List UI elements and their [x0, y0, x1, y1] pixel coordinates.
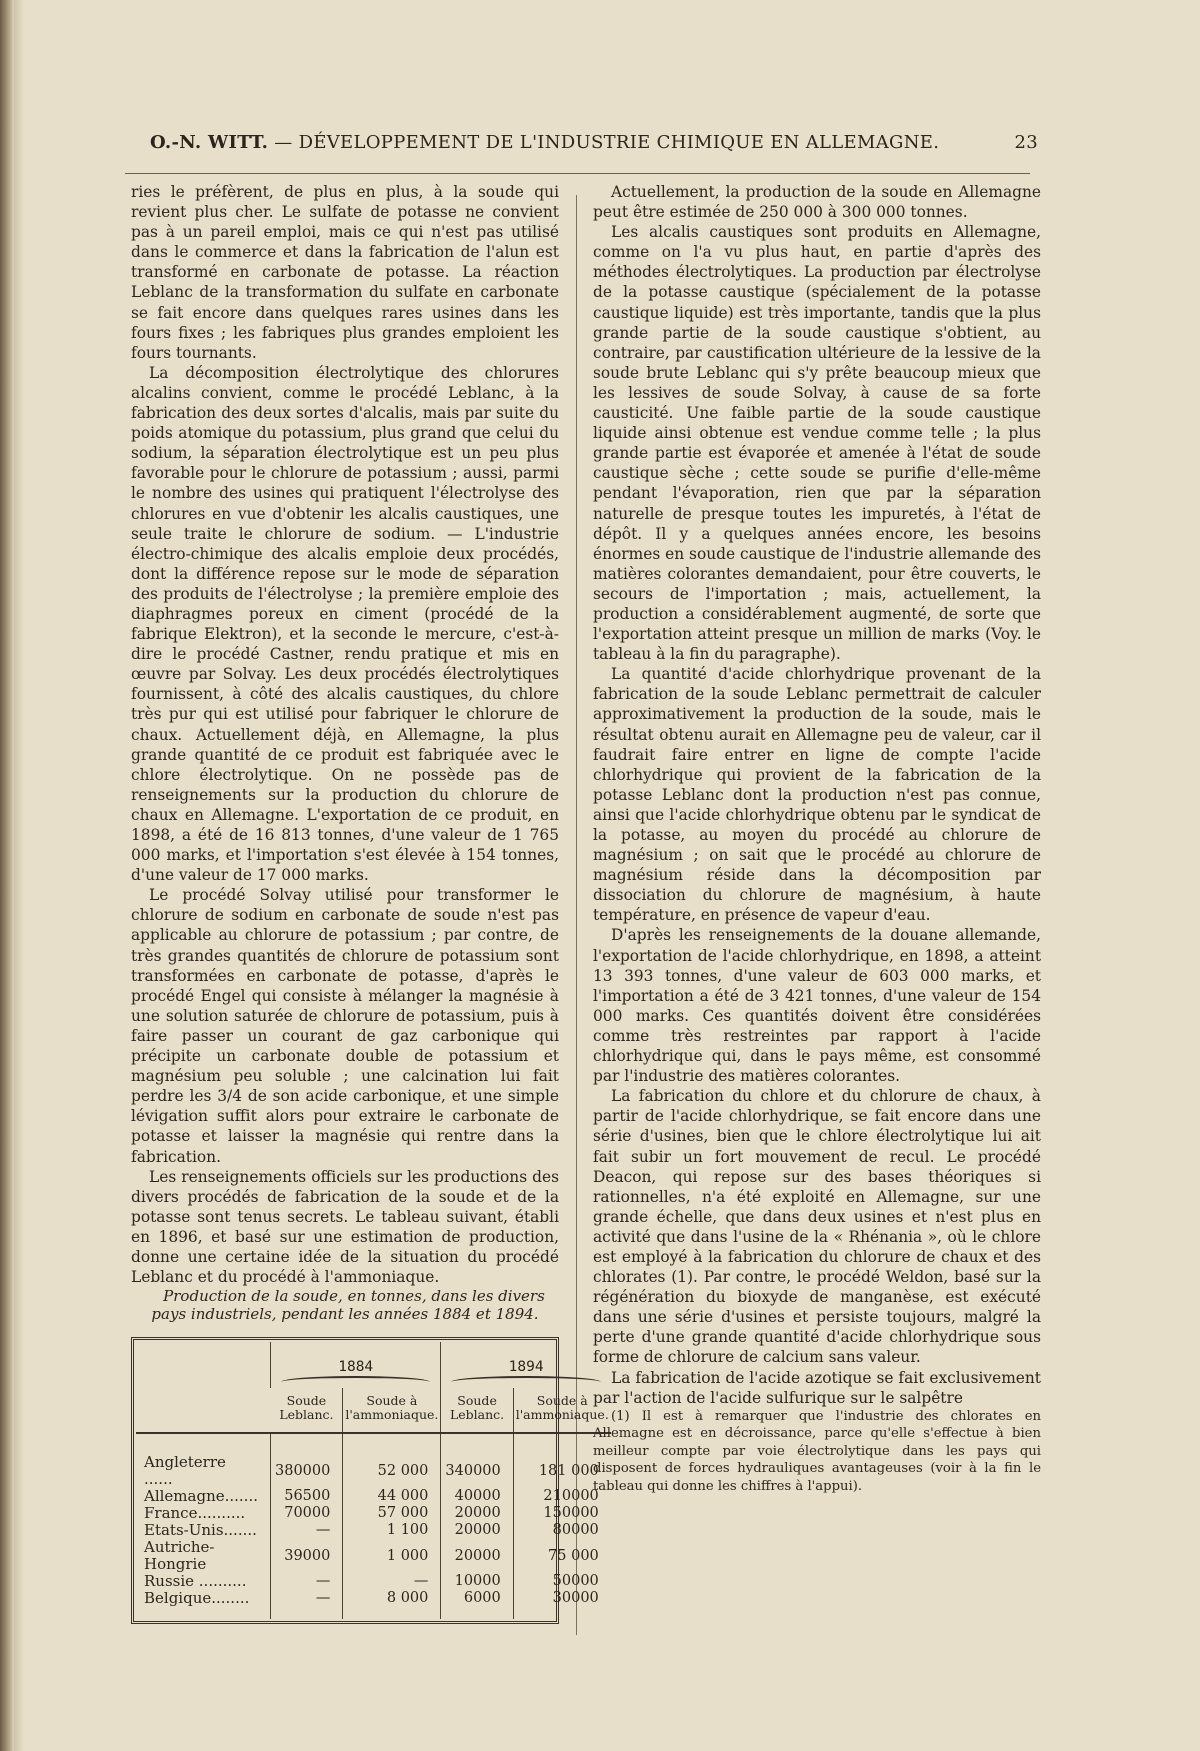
table-row — [136, 1522, 611, 1539]
page-gutter-shadow — [14, 0, 24, 1751]
table-row — [136, 1505, 611, 1522]
country-cell: Russie .......... — [144, 1572, 247, 1591]
value-cell: 80000 — [513, 1522, 611, 1539]
value-cell: — — [271, 1590, 343, 1619]
right-column — [593, 182, 1041, 1495]
value-cell: 50000 — [513, 1573, 611, 1590]
value-cell: 340000 — [441, 1433, 513, 1488]
paragraph: Actuellement, la production de la soude en Allemagne peut être estimée de 250 000 à 300 000 tonnes. — [593, 183, 1041, 222]
paragraph: Les alcalis caustiques sont produits en Allemagne, comme on l'a vu plus haut, en partie d'après des méthodes électrolytiques. La production par électrolyse de la potasse caustique (spécialement de la potasse caustique liquide) est très importante, tandis que la plus grande partie de la soude caustique s'obtient, au contraire, par caustification ultérieure de la lessive de la soude brute Leblanc qui s'y prête beaucoup mieux que les lessives de soude Solvay, à cause de sa forte causticité. Une faible partie de la soude caustique liquide ainsi obtenue est vendue comme telle ; la plus grande partie est évaporée et amenée à l'état de soude caustique sèche ; cette soude se purifie d'elle-même pendant l'évaporation, rien que par la séparation naturelle de presque toutes les impuretés, à l'état de dépôt. Il y a quelques années encore, les besoins énormes en soude caustique de l'industrie allemande des matières colorantes demandaient, pour être couverts, le secours de l'importation ; mais, actuellement, la production a considérablement augmenté, de sorte que l'exportation atteint presque un million de marks (Voy. le tableau à la fin du paragraphe). — [593, 223, 1041, 664]
country-cell: Etats-Unis....... — [144, 1521, 257, 1540]
year-header: 1894 — [441, 1342, 611, 1388]
table-row — [136, 1590, 611, 1619]
paragraph: La fabrication du chlore et du chlorure de chaux, à partir de l'acide chlorhydrique, se fait encore dans une série d'usines, bien que le chlore électrolytique lui ait fait subir un fort mouvement de recul. Le procédé Deacon, qui repose sur des bases théoriques si rationnelles, n'a été exploité en Allemagne, sur une grande échelle, que dans deux usines et n'est plus en activité que dans l'usine de la « Rhénania », où le chlore est employé à la fabrication du chlorure de chaux et des chlorates (1). Par contre, le procédé Weldon, basé sur la régénération du bioxyde de manganèse, est exécuté dans une série d'usines et persiste toujours, malgré la perte d'une grande quantité d'acide chlorhydrique sous forme de chlorure de calcium sans valeur. — [593, 1087, 1041, 1367]
running-title — [150, 132, 939, 153]
value-cell: 210000 — [513, 1488, 611, 1505]
value-cell: — — [271, 1573, 343, 1590]
book-spine-edge — [0, 0, 14, 1751]
value-cell: 150000 — [513, 1505, 611, 1522]
value-cell: 1 000 — [343, 1539, 441, 1573]
footnote: (1) Il est à remarquer que l'industrie des chlorates en Allemagne est en décroissance, parce qu'elle s'effectue à bien meilleur compte par voie électrolytique dans les pays qui disposent de forces hydrauliques avantageuses (voir à la fin le tableau qui donne les chiffres à l'appui). — [593, 1408, 1041, 1494]
value-cell: 10000 — [441, 1573, 513, 1590]
paragraph: ries le préfèrent, de plus en plus, à la soude qui revient plus cher. Le sulfate de potasse ne convient pas à un pareil emploi, mais ce qui n'est pas utilisé dans le commerce et dans la fabrication de l'alun est transformé en carbonate de potasse. La réaction Leblanc de la transformation du sulfate en carbonate se fait encore dans quelques rares usines dans les fours fixes ; les fabriques plus grandes emploient les fours tournants. — [131, 183, 559, 362]
value-cell: 181 000 — [513, 1433, 611, 1488]
table-row — [136, 1539, 611, 1573]
column-header: Soude Leblanc. — [441, 1388, 513, 1433]
value-cell: 380000 — [271, 1433, 343, 1488]
paragraph: Les renseignements officiels sur les productions des divers procédés de fabrication de la soude et de la potasse sont tenus secrets. Le tableau suivant, établi en 1896, et basé sur une estimation de production, donne une certaine idée de la situation du procédé Leblanc et du procédé à l'ammoniaque. — [131, 1167, 559, 1287]
value-cell: 44 000 — [343, 1488, 441, 1505]
value-cell: 30000 — [513, 1590, 611, 1619]
value-cell: 8 000 — [343, 1590, 441, 1619]
value-cell: 40000 — [441, 1488, 513, 1505]
value-cell: 20000 — [441, 1505, 513, 1522]
table-corner — [136, 1342, 271, 1433]
value-cell: 20000 — [441, 1522, 513, 1539]
value-cell: 20000 — [441, 1539, 513, 1573]
paragraph: D'après les renseignements de la douane allemande, l'exportation de l'acide chlorhydrique, en 1898, a atteint 13 393 tonnes, d'une valeur de 603 000 marks, et l'importation a été de 3 421 tonnes, d'une valeur de 154 000 marks. Ces quantités doivent être considérées comme très restreintes par rapport à l'acide chlorhydrique qui, dans le pays même, est consommé par l'industrie des matières colorantes. — [593, 926, 1041, 1086]
value-cell: 39000 — [271, 1539, 343, 1573]
value-cell: 1 100 — [343, 1522, 441, 1539]
page-number: 23 — [1014, 132, 1038, 153]
production-table — [131, 1337, 609, 1624]
column-header: Soude Leblanc. — [271, 1388, 343, 1433]
value-cell: 6000 — [441, 1590, 513, 1619]
brace — [451, 1376, 600, 1388]
value-cell: — — [271, 1522, 343, 1539]
country-cell: France.......... — [144, 1504, 246, 1523]
value-cell: 56500 — [271, 1488, 343, 1505]
year-header: 1884 — [271, 1342, 441, 1388]
column-header: Soude à l'ammoniaque. — [513, 1388, 611, 1433]
country-cell: Angleterre ...... — [144, 1453, 226, 1489]
table-caption: Production de la soude, en tonnes, dans les divers pays industriels, pendant les années 1884 et 1894. — [151, 1287, 545, 1324]
country-cell: Autriche-Hongrie — [144, 1538, 215, 1574]
value-cell: 52 000 — [343, 1433, 441, 1488]
value-cell: — — [343, 1573, 441, 1590]
country-cell: Belgique........ — [144, 1589, 250, 1608]
paragraph: La décomposition électrolytique des chlorures alcalins convient, comme le procédé Leblanc, à la fabrication des deux sortes d'alcalis, mais par suite du poids atomique du potassium, plus grand que celui du sodium, la séparation électrolytique est un peu plus favorable pour le chlorure de potassium ; aussi, parmi le nombre des usines qui pratiquent l'électrolyse des chlorures en vue d'obtenir les alcalis caustiques, une seule traite le chlorure de sodium. — L'industrie électro-chimique des alcalis emploie deux procédés, dont la différence repose sur le mode de séparation des produits de l'électrolyse ; la première emploie des diaphragmes poreux en ciment (procédé de la fabrique Elektron), et la seconde le mercure, c'est-à-dire le procédé Castner, rendu pratique et mis en œuvre par Solvay. Les deux procédés électrolytiques fournissent, à côté des alcalis caustiques, du chlore très pur qui est utilisé pour fabriquer le chlorure de chaux. Actuellement déjà, en Allemagne, la plus grande quantité de ce produit est fabriquée avec le chlore électrolytique. On ne possède pas de renseignements sur la production du chlorure de chaux en Allemagne. L'exportation de ce produit, en 1898, a été de 16 813 tonnes, d'une valeur de 1 765 000 marks, et l'importation s'est élevée à 154 tonnes, d'une valeur de 17 000 marks. — [131, 363, 559, 885]
country-cell: Allemagne....... — [144, 1487, 258, 1506]
header-rule — [125, 173, 1030, 174]
value-cell: 75 000 — [513, 1539, 611, 1573]
paragraph: La fabrication de l'acide azotique se fait exclusivement par l'action de l'acide sulfurique sur le salpêtre — [593, 1368, 1041, 1407]
left-column — [131, 182, 609, 1624]
brace — [281, 1376, 430, 1388]
table-row — [136, 1573, 611, 1590]
header-title: — DÉVELOPPEMENT DE L'INDUSTRIE CHIMIQUE EN ALLEMAGNE. — [274, 132, 940, 153]
paragraph: Le procédé Solvay utilisé pour transformer le chlorure de sodium en carbonate de soude n'est pas applicable au chlorure de potassium ; par contre, de très grandes quantités de chlorure de potassium sont transformées en carbonate de potasse, d'après le procédé Engel qui consiste à mélanger la magnésie à une solution saturée de chlorure de potassium, puis à faire passer un courant de gaz carbonique qui précipite un carbonate double de potassium et magnésium peu soluble ; une calcination lui fait perdre les 3/4 de son acide carbonique, et une simple lévigation suffit alors pour extraire le carbonate de potasse et laisser la magnésie qui rentre dans la fabrication. — [131, 886, 559, 1166]
author-name: O.-N. WITT. — [150, 132, 269, 153]
paragraph: La quantité d'acide chlorhydrique provenant de la fabrication de la soude Leblanc permettrait de calculer approximativement la production de la soude, mais le résultat obtenu aurait en Allemagne peu de valeur, car il faudrait faire entrer en ligne de compte l'acide chlorhydrique qui provient de la fabrication de la potasse Leblanc dont la production n'est pas connue, ainsi que l'acide chlorhydrique obtenu par le syndicat de la potasse, au moyen du procédé au chlorure de magnésium ; on sait que le procédé au chlorure de magnésium réside dans la décomposition par dissociation du chlorure de magnésium, à haute température, en présence de vapeur d'eau. — [593, 665, 1041, 925]
value-cell: 57 000 — [343, 1505, 441, 1522]
column-header: Soude à l'ammoniaque. — [343, 1388, 441, 1433]
value-cell: 70000 — [271, 1505, 343, 1522]
table-row — [136, 1433, 611, 1488]
table-row — [136, 1488, 611, 1505]
